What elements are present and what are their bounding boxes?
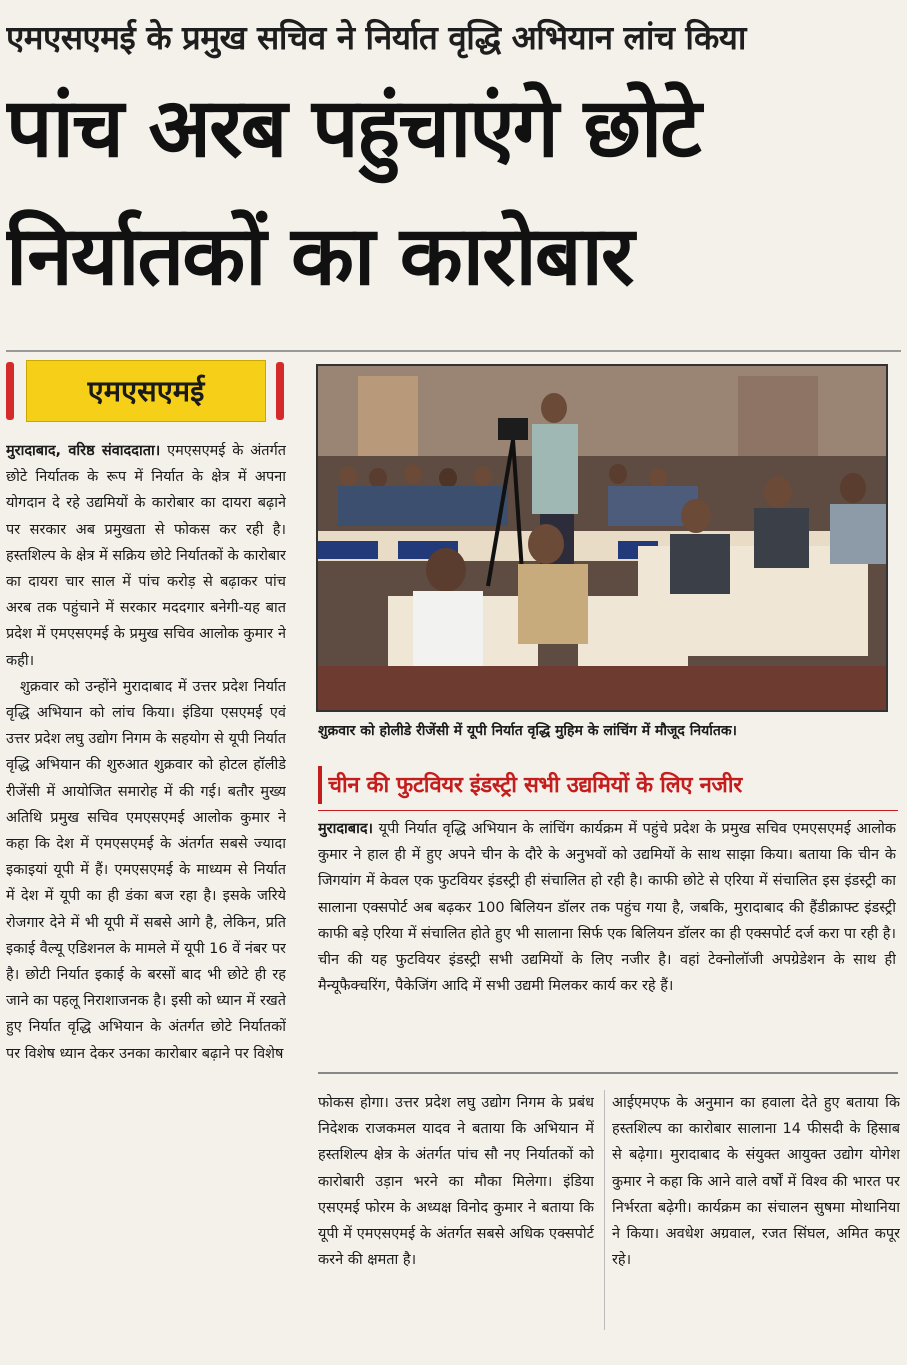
tag-accent-right (276, 362, 284, 420)
box-body-text: यूपी निर्यात वृद्धि अभियान के लांचिंग कार्यक्रम में पहुंचे प्रदेश के प्रमुख सचिव एमएसएमई आलोक कुमार ने हाल ही में हुए अपने चीन के दौरे के अनुभवों को उद्यमियों के साथ साझा किया। बताया कि चीन के जिगयांग में केवल एक फुटवियर इंडस्ट्री ही संचालित हो रही है। काफी छोटे से एरिया में संचालित इस इंडस्ट्री का सालाना एक्सपोर्ट अब बढ़कर 100 बिलियन डॉलर तक पहुंच गया है, जबकि, मुरादाबाद की हैंडीक्राफ्ट इंडस्ट्री काफी बड़े एरिया में संचालित होते हुए भी सालाना सिर्फ एक बिलियन डॉलर का ही एक्सपोर्ट दर्ज करा पा रही है। चीन की यह फुटवियर इंडस्ट्री सभी उद्यमियों के लिए नजीर है। वहां टेक्नोलॉजी अपग्रेडेशन के साथ ही मैन्यूफैक्चरिंग, पैकेजिंग आदि में सभी उद्यमी मिलकर कार्य कर रहे हैं। (318, 821, 896, 995)
column-divider (604, 1090, 605, 1330)
divider (6, 350, 901, 352)
box-body (318, 816, 896, 1061)
event-photo (316, 364, 888, 712)
right-column: आईएमएफ के अनुमान का हवाला देते हुए बताया कि हस्तशिल्प का कारोबार सालाना 14 फीसदी के हिसाब से बढ़ेगा। मुरादाबाद के संयुक्त आयुक्त उद्योग योगेश कुमार ने कहा कि आने वाले वर्षों में विश्व की भारत पर निर्भरता बढ़ेगी। कार्यक्रम का संचालन सुषमा मोथानिया ने किया। अवधेश अग्रवाल, रजत सिंघल, अमित कपूर रहे। (612, 1095, 900, 1269)
divider (318, 1072, 898, 1074)
tag-accent-left (6, 362, 14, 420)
divider (318, 810, 898, 811)
left-para-1-text: एमएसएमई के अंतर्गत छोटे निर्यातक के रूप में निर्यात के क्षेत्र में अपना योगदान दे रहे उद्यमियों के कारोबार का दायरा बढ़ाने पर सरकार अब प्रमुखता से फोकस कर रही है। हस्तशिल्प के क्षेत्र में सक्रिय छोटे निर्यातकों के कारोबार का दायरा चार साल में पांच करोड़ से बढ़ाकर पांच अरब तक पहुंचाने में सरकार मददगार बनेगी-यह बात प्रदेश में एमएसएमई के प्रमुख सचिव आलोक कुमार ने कही। (6, 443, 286, 669)
carpet (318, 666, 886, 710)
box-dateline: मुरादाबाद। (318, 821, 374, 837)
photo-caption: शुक्रवार को होलीडे रीजेंसी में यूपी निर्यात वृद्धि मुहिम के लांचिंग में मौजूद निर्यातक। (318, 723, 737, 739)
left-column (6, 438, 286, 1338)
box-subhead-text: चीन की फुटवियर इंडस्ट्री सभी उद्यमियों के लिए नजीर (328, 773, 742, 798)
section-tag (6, 360, 284, 422)
subhead-accent (318, 766, 322, 804)
main-headline-line-1: पांच अरब पहुंचाएंगे छोटे (6, 81, 700, 176)
wall-panel (358, 376, 418, 456)
box-subhead (318, 762, 898, 810)
section-tag-label: एमएसएमई (26, 360, 266, 422)
middle-column: फोकस होगा। उत्तर प्रदेश लघु उद्योग निगम के प्रबंध निदेशक राजकमल यादव ने बताया कि अभियान में हस्तशिल्प क्षेत्र के अंतर्गत पांच सौ नए निर्यातकों को कारोबारी उड़ान भरने का मौका मिलेगा। इंडिया एसएमई फोरम के अध्यक्ष विनोद कुमार ने बताया कि यूपी में एमएसएमई के अंतर्गत सबसे अधिक एक्सपोर्ट करने की क्षमता है। (318, 1095, 594, 1269)
dateline: मुरादाबाद, वरिष्ठ संवाददाता। (6, 443, 161, 459)
kicker-headline: एमएसएमई के प्रमुख सचिव ने निर्यात वृद्धि अभियान लांच किया (6, 18, 746, 57)
left-para-2: शुक्रवार को उन्होंने मुरादाबाद में उत्तर प्रदेश निर्यात वृद्धि अभियान को लांच किया। इंडिया एसएमई एवं उत्तर प्रदेश लघु उद्योग निगम के सहयोग से यूपी निर्यात वृद्धि अभियान की शुरुआत शुक्रवार को होटल हॉलीडे रीजेंसी में आयोजित समारोह में की गई। बतौर मुख्य अतिथि प्रमुख सचिव एमएसएमई आलोक कुमार ने कहा कि देश में एमएसएमई के अंतर्गत सबसे ज्यादा इकाइयां यूपी में हैं। एमएसएमई के माध्यम से निर्यात में देश में यूपी का ही डंका बज रहा है। इसके जरिये रोजगार देने में भी यूपी में सबसे आगे है, लेकिन, प्रति इकाई वैल्यू एडिशनल के मामले में यूपी 16 वें नंबर पर है। छोटी निर्यात इकाई के बरसों बाद भी छोटे ही रह जाने का पहलू निराशाजनक है। इसी को ध्यान में रखते हुए निर्यात वृद्धि अभियान के अंतर्गत छोटे निर्यातकों पर विशेष ध्यान देकर उनका कारोबार बढ़ाने पर विशेष (6, 678, 286, 1062)
wall-panel (738, 376, 818, 456)
main-headline-line-2: निर्यातकों का कारोबार (6, 209, 633, 304)
photo-illustration (318, 366, 886, 710)
left-para-1 (6, 438, 286, 674)
